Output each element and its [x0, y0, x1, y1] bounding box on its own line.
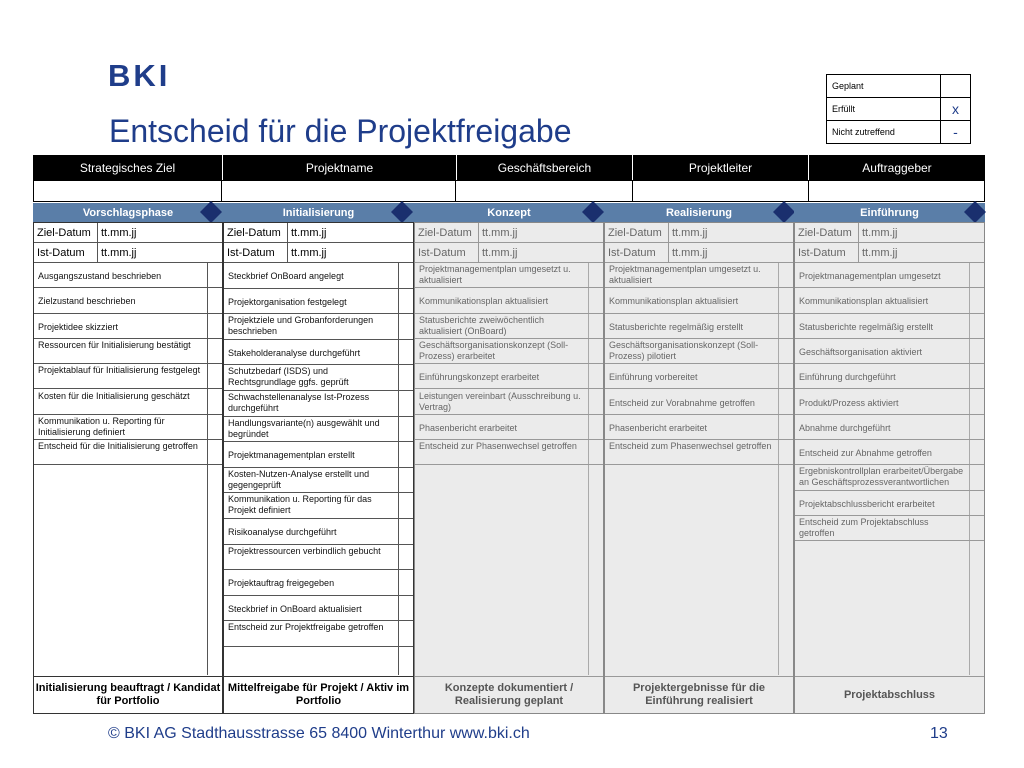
checklist-item-label: Projektidee skizziert — [38, 321, 119, 332]
checklist-item[interactable] — [605, 339, 793, 364]
checklist-item[interactable] — [34, 314, 222, 339]
checklist-item-label: Entscheid zur Phasenwechsel getroffen — [419, 441, 577, 452]
checklist-item-label: Geschäftsorganisation aktiviert — [799, 346, 923, 357]
phase-realisierung: Realisierung — [604, 203, 794, 222]
milestone-diamond-icon — [391, 201, 413, 223]
checklist-item-label: Projektmanagementplan erstellt — [228, 450, 355, 461]
checklist-item-label: Statusberichte regelmäßig erstellt — [609, 321, 744, 332]
checklist-item-label: Ergebniskontrollplan erarbeitet/Übergabe an Geschäftsprozessverantwortlichen — [799, 466, 964, 488]
actual-date-value[interactable]: tt.mm.jj — [291, 246, 327, 259]
checklist-item-label: Zielzustand beschrieben — [38, 296, 136, 307]
project-lead-field[interactable] — [633, 181, 809, 201]
checklist-item[interactable] — [224, 340, 413, 366]
target-date-row[interactable] — [34, 223, 222, 243]
checklist-item[interactable] — [415, 314, 603, 339]
checklist-item-label: Schwachstellenanalyse Ist-Prozess durchgeführt — [228, 392, 370, 413]
checklist-item[interactable] — [224, 365, 413, 391]
checklist-item-label: Steckbrief OnBoard angelegt — [228, 271, 344, 281]
checklist-item-label: Kommunikation u. Reporting für Initialisierung definiert — [38, 415, 165, 437]
checklist-item[interactable] — [224, 391, 413, 417]
milestone-diamond-icon — [773, 201, 795, 223]
checklist-item-label: Projektziele und Grobanforderungen beschrieben — [228, 315, 374, 337]
checklist-item-label: Abnahme durchgeführt — [799, 422, 891, 433]
checklist-item[interactable] — [795, 390, 984, 415]
phase-result: Projektergebnisse für die Einführung realisiert — [605, 676, 793, 713]
bki-logo: BKI — [108, 58, 171, 93]
checklist-item-label: Handlungsvariante(n) ausgewählt und begründet — [228, 417, 380, 439]
target-date-label: Ziel-Datum — [224, 223, 288, 242]
checklist-item[interactable] — [795, 491, 984, 516]
checklist-item[interactable] — [224, 289, 413, 315]
actual-date-row[interactable] — [34, 243, 222, 263]
checklist-item[interactable] — [224, 545, 413, 571]
checklist-item-label: Risikoanalyse durchgeführt — [228, 527, 337, 537]
checklist-item[interactable] — [224, 442, 413, 468]
legend-mark-planned — [941, 75, 971, 98]
checklist-item[interactable] — [795, 440, 984, 465]
checklist-item-label: Entscheid zur Vorabnahme getroffen — [609, 397, 755, 408]
checklist-item[interactable] — [34, 415, 222, 440]
project-header-row — [33, 155, 985, 180]
phase-column-konzept — [414, 222, 604, 714]
legend-mark-na: - — [941, 121, 971, 144]
checklist-item-label: Projektorganisation festgelegt — [228, 296, 347, 307]
client-field[interactable] — [809, 181, 984, 201]
checklist-item[interactable] — [415, 415, 603, 440]
checklist-item-label: Stakeholderanalyse durchgeführt — [228, 347, 361, 358]
checklist-item[interactable] — [415, 390, 603, 415]
checklist-item[interactable] — [224, 596, 413, 622]
actual-date-label: Ist-Datum — [224, 243, 288, 262]
target-date-value[interactable]: tt.mm.jj — [291, 226, 327, 239]
checklist-item-label: Schutzbedarf (ISDS) und Rechtsgrundlage ggfs. geprüft — [228, 366, 349, 388]
checklist-item-label: Phasenbericht erarbeitet — [419, 422, 518, 433]
checklist-item[interactable] — [224, 570, 413, 596]
footer-address: © BKI AG Stadthausstrasse 65 8400 Winterthur www.bki.ch — [108, 725, 530, 742]
actual-date-row[interactable] — [605, 243, 793, 263]
milestone-diamond-icon — [964, 201, 986, 223]
checklist-item-label: Projektabschlussbericht erarbeitet — [799, 498, 935, 509]
checklist-item[interactable] — [795, 364, 984, 389]
checklist-item-label: Statusberichte regelmäßig erstellt — [799, 321, 934, 332]
phase-result: Mittelfreigabe für Projekt / Aktiv im Portfolio — [224, 676, 413, 713]
status-legend — [826, 74, 971, 144]
checklist-item-label: Kosten für die Initialisierung geschätzt — [38, 390, 190, 401]
legend-label-planned: Geplant — [827, 75, 941, 98]
checklist-item-label: Projektressourcen verbindlich gebucht — [228, 545, 381, 556]
project-input-row — [33, 180, 985, 202]
checklist-item-label: Einführung vorbereitet — [609, 372, 698, 383]
checklist-item-label: Ausgangszustand beschrieben — [38, 271, 162, 281]
checklist-item-label: Steckbrief in OnBoard aktualisiert — [228, 603, 362, 614]
checklist-item[interactable] — [224, 468, 413, 494]
checklist-item[interactable] — [34, 390, 222, 415]
header-project-lead: Projektleiter — [633, 155, 809, 180]
checklist-item[interactable] — [34, 339, 222, 364]
project-name-field[interactable] — [222, 181, 456, 201]
checklist-item[interactable] — [224, 621, 413, 647]
checklist-item-label: Entscheid zur Abnahme getroffen — [799, 448, 932, 459]
checklist-item[interactable] — [605, 364, 793, 389]
phase-result: Projektabschluss — [795, 676, 984, 713]
checklist-item-label: Kommunikationsplan aktualisiert — [609, 296, 739, 307]
legend-label-na: Nicht zutreffend — [827, 121, 941, 144]
phase-initialisierung: Initialisierung — [223, 203, 414, 222]
actual-date-label: Ist-Datum — [605, 243, 669, 262]
phase-column-einfuehrung — [794, 222, 985, 714]
actual-date-row[interactable] — [795, 243, 984, 263]
phase-column-realisierung — [604, 222, 794, 714]
checklist-item-label: Entscheid zur Projektfreigabe getroffen — [228, 622, 384, 633]
checklist-item-label: Phasenbericht erarbeitet — [609, 422, 708, 433]
checklist-item-label: Leistungen vereinbart (Ausschreibung u. Vertrag) — [419, 390, 581, 412]
checklist-item-label: Kommunikationsplan aktualisiert — [419, 296, 549, 307]
actual-date-label: Ist-Datum — [34, 243, 98, 262]
business-unit-field[interactable] — [456, 181, 633, 201]
checklist-item-label: Geschäftsorganisationskonzept (Soll-Prozess) erarbeitet — [419, 339, 569, 361]
actual-date-row[interactable] — [224, 243, 413, 263]
checklist-item-label: Kosten-Nutzen-Analyse erstellt und gegengeprüft — [228, 468, 370, 490]
checklist-item[interactable] — [605, 263, 793, 288]
checklist-item[interactable] — [34, 440, 222, 465]
target-date-label: Ziel-Datum — [795, 223, 859, 242]
checklist-item[interactable] — [224, 519, 413, 545]
milestone-diamond-icon — [200, 201, 222, 223]
checklist-item-label: Projektablauf für Initialisierung festgelegt — [38, 365, 201, 376]
checklist-item[interactable] — [795, 288, 984, 313]
milestone-diamond-icon — [582, 201, 604, 223]
phase-result: Initialisierung beauftragt / Kandidat für Portfolio — [34, 676, 222, 713]
checklist-item-label: Ressourcen für Initialisierung bestätigt — [38, 339, 191, 350]
checklist-item[interactable] — [795, 415, 984, 440]
actual-date-value[interactable]: tt.mm.jj — [482, 246, 518, 259]
checklist-item-label: Einführung durchgeführt — [799, 372, 896, 383]
phase-vorschlag: Vorschlagsphase — [33, 203, 223, 222]
legend-label-done: Erfüllt — [827, 98, 941, 121]
page-number: 13 — [930, 725, 948, 742]
checklist-item[interactable] — [34, 263, 222, 288]
page-title: Entscheid für die Projektfreigabe — [109, 113, 572, 149]
header-project-name: Projektname — [223, 155, 457, 180]
phase-konzept: Konzept — [414, 203, 604, 222]
target-date-row[interactable] — [415, 223, 603, 243]
checklist-item[interactable] — [605, 415, 793, 440]
checklist-item[interactable] — [415, 364, 603, 389]
checklist-item[interactable] — [795, 465, 984, 490]
strategic-goal-field[interactable] — [34, 181, 222, 201]
target-date-label: Ziel-Datum — [34, 223, 98, 242]
checklist-item-label: Entscheid für die Initialisierung getroffen — [38, 441, 198, 452]
checklist-item[interactable] — [415, 339, 603, 364]
header-client: Auftraggeber — [862, 160, 932, 175]
actual-date-row[interactable] — [415, 243, 603, 263]
checklist-item[interactable] — [605, 314, 793, 339]
checklist-item[interactable] — [224, 493, 413, 519]
checklist-item-label: Projektmanagementplan umgesetzt u. aktualisiert — [609, 264, 761, 285]
checklist-item-label: Entscheid zum Phasenwechsel getroffen — [609, 441, 772, 452]
checklist-item[interactable] — [224, 314, 413, 340]
checklist-item-label: Kommunikationsplan aktualisiert — [799, 296, 929, 307]
checklist-item-label: Produkt/Prozess aktiviert — [799, 397, 899, 408]
checklist-item[interactable] — [34, 288, 222, 313]
checklist-item[interactable] — [795, 263, 984, 288]
header-strategic-goal: Strategisches Ziel — [33, 155, 223, 180]
checklist-item[interactable] — [605, 288, 793, 313]
checklist-item[interactable] — [415, 263, 603, 288]
target-date-row[interactable] — [224, 223, 413, 243]
checklist-item[interactable] — [605, 390, 793, 415]
checklist-item-label: Statusberichte zweiwöchentlich aktualisiert (OnBoard) — [419, 314, 545, 336]
checklist-item-label: Geschäftsorganisationskonzept (Soll-Prozess) pilotiert — [609, 339, 759, 361]
checklist-item[interactable] — [415, 440, 603, 465]
checklist-item-label: Einführungskonzept erarbeitet — [419, 372, 540, 383]
target-date-row[interactable] — [605, 223, 793, 243]
phase-einfuehrung: Einführung — [794, 203, 985, 222]
checklist-item[interactable] — [415, 288, 603, 313]
phase-result: Konzepte dokumentiert / Realisierung geplant — [415, 676, 603, 713]
phase-column-vorschlag — [33, 222, 223, 714]
target-date-value[interactable]: tt.mm.jj — [482, 226, 518, 239]
checklist-item[interactable] — [224, 263, 413, 289]
checklist-item-label: Projektmanagementplan umgesetzt — [799, 271, 941, 281]
actual-date-label: Ist-Datum — [415, 243, 479, 262]
target-date-value[interactable]: tt.mm.jj — [101, 226, 137, 239]
target-date-value[interactable]: tt.mm.jj — [672, 226, 708, 239]
checklist-item[interactable] — [605, 440, 793, 465]
header-business-unit: Geschäftsbereich — [457, 155, 633, 180]
checklist-item-label: Kommunikation u. Reporting für das Projekt definiert — [228, 494, 372, 516]
checklist-item[interactable] — [795, 314, 984, 339]
checklist-item[interactable] — [224, 417, 413, 443]
checklist-item[interactable] — [34, 364, 222, 389]
actual-date-value[interactable]: tt.mm.jj — [862, 246, 898, 259]
target-date-label: Ziel-Datum — [415, 223, 479, 242]
checklist-item[interactable] — [795, 339, 984, 364]
actual-date-value[interactable]: tt.mm.jj — [672, 246, 708, 259]
checklist-item[interactable] — [795, 516, 984, 541]
actual-date-value[interactable]: tt.mm.jj — [101, 246, 137, 259]
checklist-item-label: Entscheid zum Projektabschluss getroffen — [799, 517, 929, 538]
legend-mark-done: x — [941, 98, 971, 121]
target-date-value[interactable]: tt.mm.jj — [862, 226, 898, 239]
actual-date-label: Ist-Datum — [795, 243, 859, 262]
target-date-label: Ziel-Datum — [605, 223, 669, 242]
target-date-row[interactable] — [795, 223, 984, 243]
phase-column-initialisierung — [223, 222, 414, 714]
checklist-item-label: Projektauftrag freigegeben — [228, 578, 335, 589]
checklist-item-label: Projektmanagementplan umgesetzt u. aktualisiert — [419, 264, 571, 285]
